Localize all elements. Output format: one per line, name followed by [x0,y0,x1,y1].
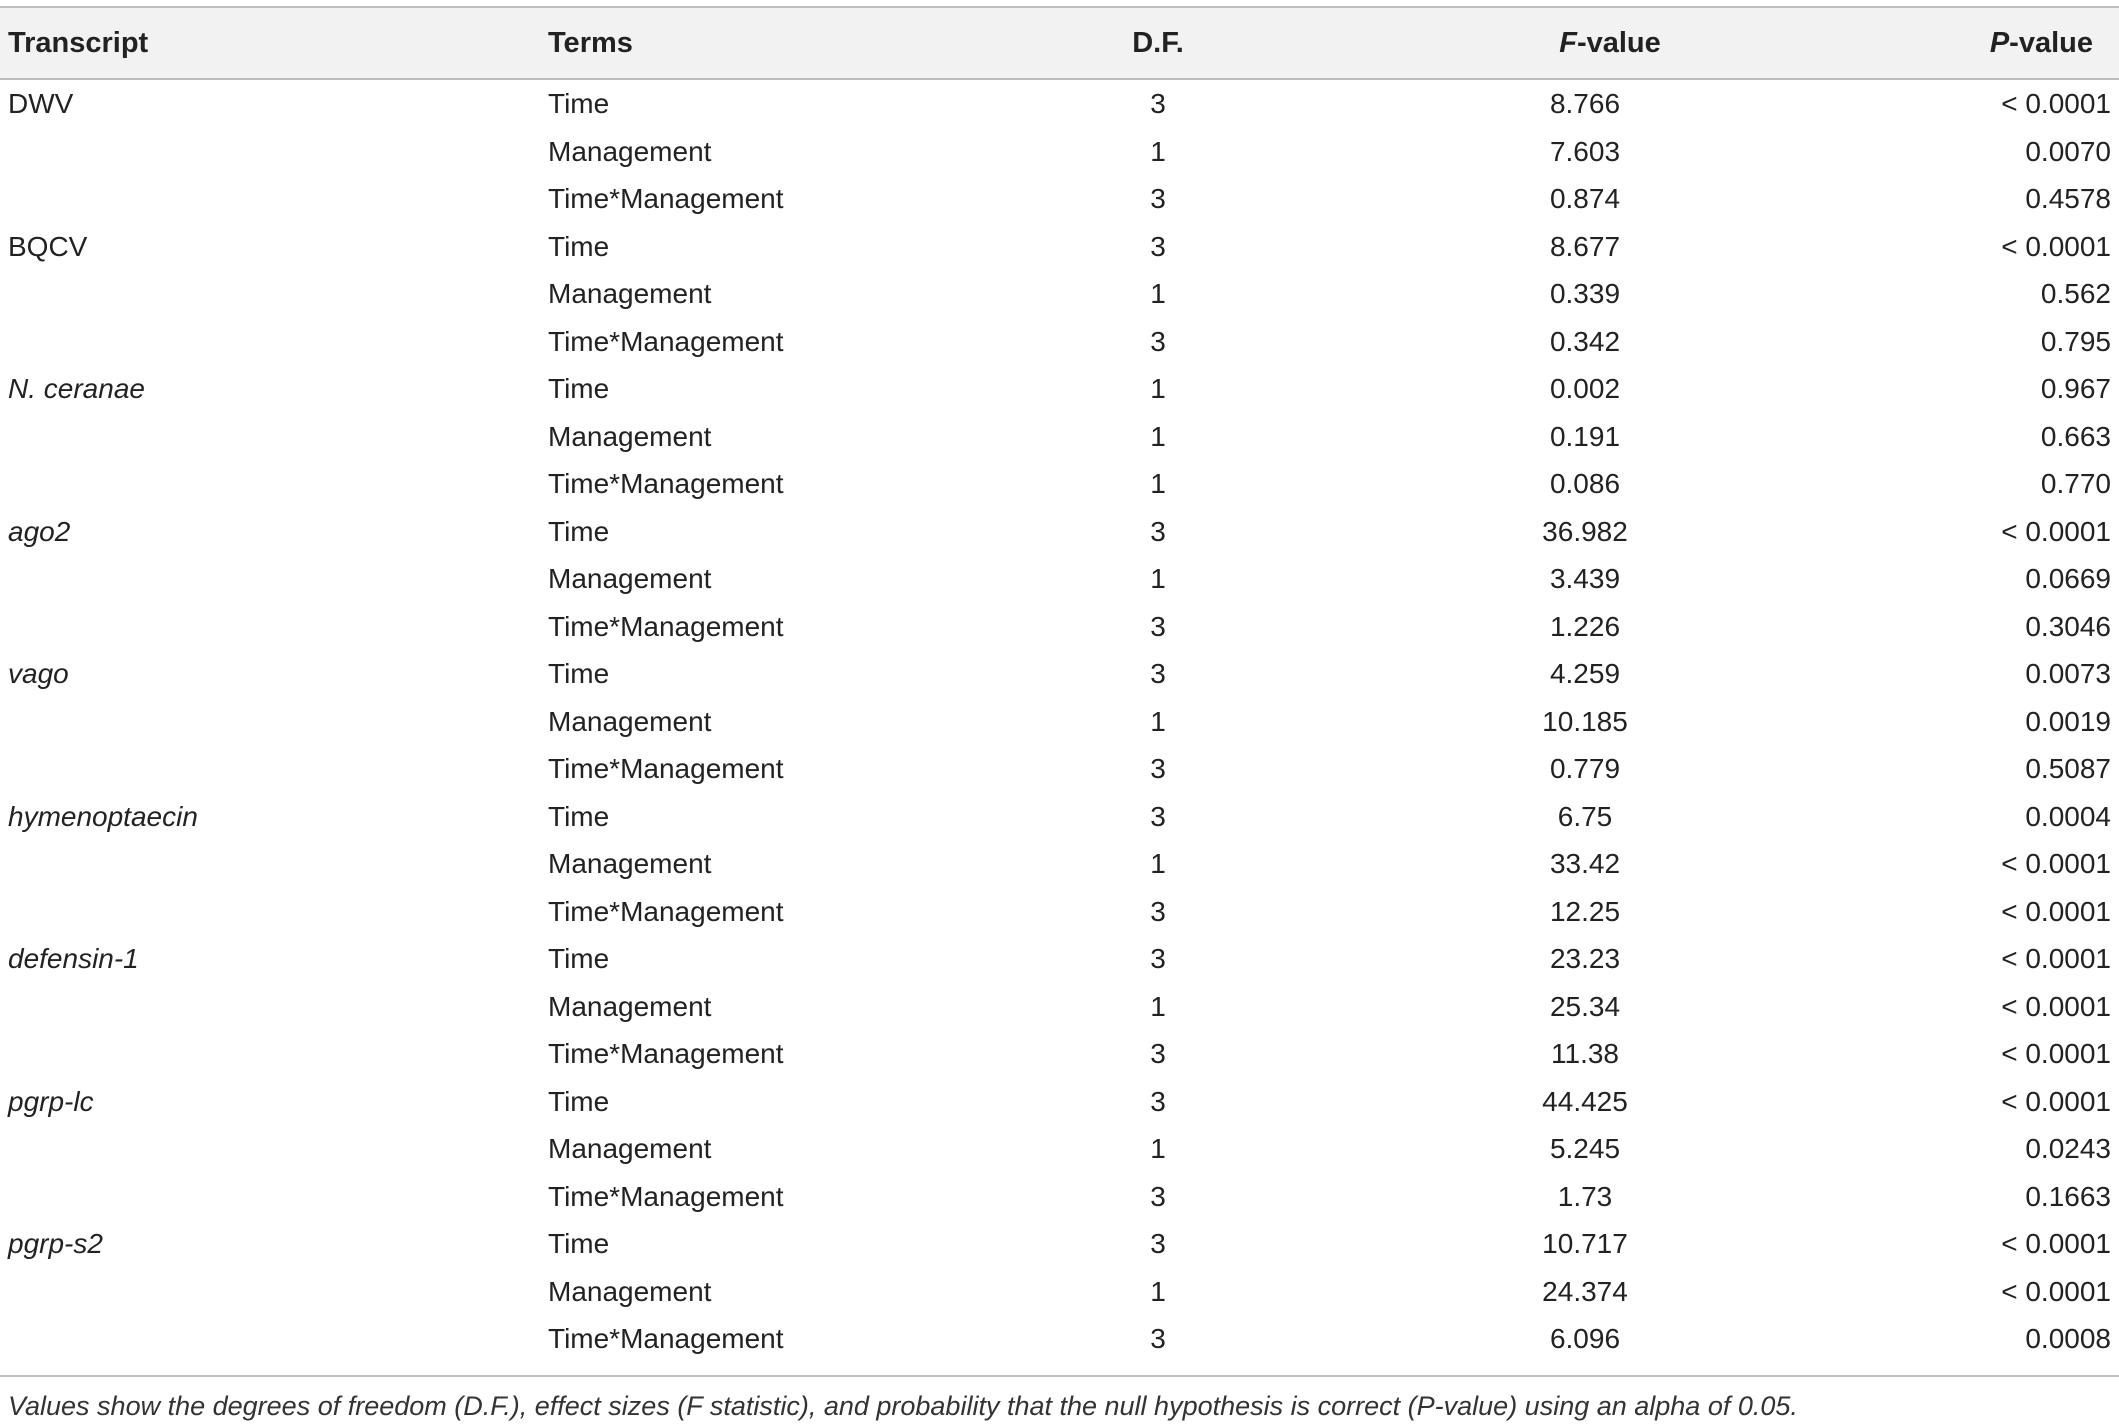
cell-df: 1 [1150,563,1166,594]
cell-p-value: < 0.0001 [2001,1038,2111,1069]
cell-terms: Time*Management [548,325,784,357]
cell-df: 1 [1150,705,1166,737]
cell-df: 1 [1150,420,1166,452]
table-row [0,460,2119,508]
table-row [0,1315,2119,1363]
cell-p-value: < 0.0001 [2001,515,2111,547]
cell-p-value: 0.1663 [2025,1180,2111,1212]
table-row [0,650,2119,698]
cell-df: 3 [1150,1323,1166,1354]
cell-p-value: < 0.0001 [2001,943,2111,974]
cell-df: 1 [1150,468,1166,499]
header-f-rest: -value [1576,27,1661,59]
cell-terms: Management [548,135,712,167]
cell-terms: Management [548,563,712,594]
table-row [0,603,2119,651]
table-row [0,793,2119,841]
cell-f-value: 8.677 [1549,230,1621,262]
cell-terms: Time [548,230,610,262]
cell-transcript: vago [8,658,69,689]
cell-df: 3 [1150,800,1166,832]
table-row [0,80,2119,128]
table-row [0,1125,2119,1173]
cell-df: 3 [1150,325,1166,357]
cell-f-value: 0.191 [1549,420,1621,452]
table-row [0,508,2119,556]
table-row [0,555,2119,603]
header-p-rest: -value [2009,27,2093,59]
cell-terms: Time [548,88,610,119]
cell-terms: Time*Management [548,1180,784,1212]
cell-f-value: 36.982 [1542,515,1628,547]
cell-f-value: 6.096 [1549,1323,1621,1354]
cell-p-value: 0.795 [2040,325,2111,357]
header-f-value [1485,8,1735,78]
cell-p-value: 0.0669 [2025,563,2111,594]
table-body [0,80,2119,1363]
cell-df: 3 [1150,895,1166,927]
cell-df: 3 [1150,183,1166,214]
cell-transcript: hymenoptaecin [8,800,198,832]
cell-terms: Time*Management [548,468,784,499]
header-df: D.F. [1132,27,1184,59]
cell-p-value: 0.3046 [2025,610,2111,642]
anova-table [0,6,2119,1422]
cell-f-value: 1.73 [1557,1180,1613,1212]
cell-p-value: < 0.0001 [2001,895,2111,927]
table-row [0,888,2119,936]
cell-p-value: < 0.0001 [2001,990,2111,1022]
table-row [0,365,2119,413]
cell-p-value: 0.5087 [2025,753,2111,784]
cell-transcript: pgrp-lc [8,1085,94,1117]
cell-terms: Time [548,943,610,974]
header-p-value [1990,8,2093,78]
cell-f-value: 10.717 [1542,1228,1628,1259]
cell-f-value: 0.779 [1549,753,1621,784]
cell-df: 1 [1150,848,1166,879]
cell-df: 3 [1150,610,1166,642]
cell-df: 3 [1150,230,1166,262]
header-transcript: Transcript [8,27,149,59]
cell-terms: Management [548,1133,712,1164]
cell-p-value: 0.4578 [2025,183,2111,214]
table-row [0,1220,2119,1268]
cell-f-value: 1.226 [1549,610,1621,642]
cell-transcript: ago2 [8,515,71,547]
cell-df: 1 [1150,990,1166,1022]
cell-p-value: < 0.0001 [2001,1085,2111,1117]
cell-terms: Time*Management [548,1323,784,1354]
cell-p-value: 0.967 [2040,373,2111,404]
cell-f-value: 10.185 [1542,705,1628,737]
cell-transcript: pgrp-s2 [8,1228,103,1259]
cell-terms: Time [548,373,610,404]
cell-df: 3 [1150,515,1166,547]
cell-transcript: defensin-1 [8,943,139,974]
table-row [0,270,2119,318]
cell-df: 3 [1150,1180,1166,1212]
table-row [0,1268,2119,1316]
cell-f-value: 6.75 [1557,800,1613,832]
cell-f-value: 33.42 [1549,848,1621,879]
table-row [0,223,2119,271]
cell-terms: Time [548,1228,610,1259]
table-footnote: Values show the degrees of freedom (D.F.), effect sizes (F statistic), and probability that the null hypothesis is correct (P-value) using an alpha of 0.05. [0,1375,2119,1422]
cell-p-value: 0.0008 [2025,1323,2111,1354]
cell-f-value: 4.259 [1549,658,1621,689]
table-row [0,175,2119,223]
cell-terms: Time*Management [548,753,784,784]
cell-f-value: 44.425 [1542,1085,1628,1117]
cell-f-value: 0.874 [1549,183,1621,214]
cell-p-value: 0.0243 [2025,1133,2111,1164]
table-header [0,6,2119,80]
table-row [0,935,2119,983]
cell-terms: Management [548,990,712,1022]
cell-df: 3 [1150,1228,1166,1259]
cell-df: 3 [1150,943,1166,974]
cell-f-value: 25.34 [1549,990,1621,1022]
cell-f-value: 11.38 [1551,1038,1619,1069]
cell-f-value: 5.245 [1549,1133,1621,1164]
cell-transcript: DWV [8,88,74,119]
table-row [0,128,2119,176]
cell-df: 3 [1150,658,1166,689]
cell-p-value: 0.0073 [2025,658,2111,689]
cell-terms: Time*Management [548,183,784,214]
cell-df: 1 [1150,1275,1166,1307]
cell-f-value: 8.766 [1549,88,1621,119]
cell-terms: Time [548,1085,610,1117]
cell-terms: Management [548,1275,712,1307]
cell-transcript: BQCV [8,230,88,262]
cell-f-value: 0.339 [1549,278,1621,309]
header-p-italic: P [1989,27,2010,59]
cell-p-value: < 0.0001 [2001,88,2111,119]
cell-p-value: 0.562 [2040,278,2111,309]
cell-df: 3 [1150,1085,1166,1117]
cell-f-value: 0.086 [1549,468,1621,499]
table-row [0,318,2119,366]
cell-p-value: < 0.0001 [2001,1275,2111,1307]
cell-terms: Time [548,515,610,547]
cell-p-value: 0.0019 [2025,705,2111,737]
cell-p-value: 0.770 [2040,468,2111,499]
cell-df: 3 [1150,88,1166,119]
cell-terms: Management [548,848,712,879]
cell-p-value: < 0.0001 [2001,230,2111,262]
cell-p-value: < 0.0001 [2001,1228,2111,1259]
cell-f-value: 7.603 [1549,135,1621,167]
cell-terms: Time*Management [548,895,784,927]
cell-terms: Time*Management [548,610,784,642]
table-row [0,1173,2119,1221]
table-row [0,1030,2119,1078]
cell-df: 1 [1150,373,1166,404]
cell-p-value: < 0.0001 [2001,848,2111,879]
cell-f-value: 12.25 [1549,895,1621,927]
table-row [0,745,2119,793]
cell-df: 1 [1150,135,1166,167]
cell-df: 1 [1150,278,1166,309]
cell-df: 3 [1150,1038,1166,1069]
table-row [0,840,2119,888]
cell-f-value: 0.342 [1549,325,1621,357]
cell-f-value: 3.439 [1549,563,1621,594]
cell-f-value: 23.23 [1549,943,1621,974]
cell-p-value: 0.0070 [2025,135,2111,167]
cell-terms: Management [548,705,712,737]
cell-terms: Time [548,658,610,689]
header-f-italic: F [1559,27,1577,59]
cell-p-value: 0.0004 [2025,800,2111,832]
cell-terms: Time*Management [548,1038,784,1069]
table-row [0,983,2119,1031]
cell-f-value: 0.002 [1549,373,1621,404]
header-terms: Terms [548,27,633,59]
table-row [0,413,2119,461]
cell-f-value: 24.374 [1542,1275,1628,1307]
table-row [0,1078,2119,1126]
table-row [0,698,2119,746]
cell-transcript: N. ceranae [8,373,145,404]
cell-terms: Time [548,800,610,832]
cell-p-value: 0.663 [2040,420,2111,452]
cell-terms: Management [548,420,712,452]
cell-terms: Management [548,278,712,309]
cell-df: 3 [1150,753,1166,784]
cell-df: 1 [1150,1133,1166,1164]
